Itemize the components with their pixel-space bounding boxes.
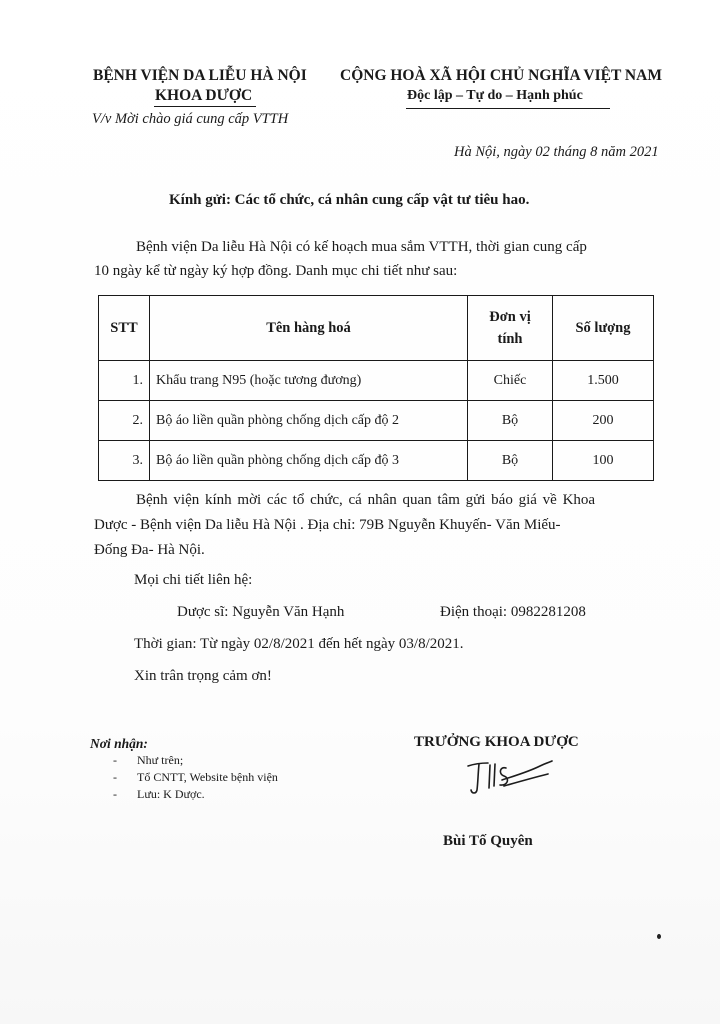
pharmacist-name: Dược sĩ: Nguyễn Văn Hạnh [177,604,345,620]
place-date: Hà Nội, ngày 02 tháng 8 năm 2021 [454,144,659,160]
recipient-line: Kính gửi: Các tổ chức, cá nhân cung cấp vật tư tiêu hao. [169,192,530,208]
recipients-list [113,752,278,803]
row-quantity: 100 [553,441,654,481]
row-quantity: 1.500 [553,361,654,401]
closing-thanks: Xin trân trọng cảm ơn! [134,668,272,684]
header-stt: STT [99,296,150,361]
table-row [99,361,654,401]
signer-title: TRƯỞNG KHOA DƯỢC [414,734,579,750]
recipients-title: Nơi nhận: [90,736,148,751]
row-unit: Chiếc [468,361,553,401]
row-unit: Bộ [468,401,553,441]
contact-title: Mọi chi tiết liên hệ: [134,572,253,588]
header-unit [468,296,553,361]
row-quantity: 200 [553,401,654,441]
invite-line-2: Dược - Bệnh viện Da liễu Hà Nội . Địa chỉ: 79B Nguyễn Khuyến- Văn Miếu- [94,517,561,533]
row-stt: 3. [99,441,150,481]
motto: Độc lập – Tự do – Hạnh phúc [407,88,583,103]
row-stt: 1. [99,361,150,401]
table-header-row [99,296,654,361]
invite-line-1: Bệnh viện kính mời các tổ chức, cá nhân quan tâm gửi báo giá về Khoa [136,492,596,508]
table-row [99,441,654,481]
quotation-period: Thời gian: Từ ngày 02/8/2021 đến hết ngày 03/8/2021. [134,636,464,652]
row-item-name: Bộ áo liền quần phòng chống dịch cấp độ 2 [150,401,468,441]
ink-dot [657,934,661,939]
intro-line-1: Bệnh viện Da liễu Hà Nội có kế hoạch mua sắm VTTH, thời gian cung cấp [136,239,587,255]
nation-title: CỘNG HOÀ XÃ HỘI CHỦ NGHĨA VIỆT NAM [340,67,662,84]
recipient-item: - Tổ CNTT, Website bệnh viện [113,769,278,786]
pharmacist-phone: Điện thoại: 0982281208 [440,604,586,620]
table-row [99,401,654,441]
motto-underline [406,108,610,109]
handwritten-signature [458,752,558,804]
header-quantity: Số lượng [553,296,654,361]
department-underline [154,106,256,107]
invite-line-3: Đống Đa- Hà Nội. [94,542,205,558]
row-item-name: Khẩu trang N95 (hoặc tương đương) [150,361,468,401]
row-item-name: Bộ áo liền quần phòng chống dịch cấp độ 3 [150,441,468,481]
signer-name: Bùi Tố Quyên [443,833,533,849]
recipient-item: - Lưu: K Dược. [113,786,278,803]
header-item-name: Tên hàng hoá [150,296,468,361]
row-stt: 2. [99,401,150,441]
items-table [98,295,654,481]
header-unit-line1: Đơn vị [489,309,531,325]
org-name: BỆNH VIỆN DA LIỄU HÀ NỘI [93,67,307,84]
document-subject: V/v Mời chào giá cung cấp VTTH [92,111,289,127]
intro-line-2: 10 ngày kể từ ngày ký hợp đồng. Danh mục chi tiết như sau: [94,263,458,279]
org-department: KHOA DƯỢC [155,87,253,104]
row-unit: Bộ [468,441,553,481]
header-unit-line2: tính [497,331,523,347]
recipient-item: - Như trên; [113,752,278,769]
